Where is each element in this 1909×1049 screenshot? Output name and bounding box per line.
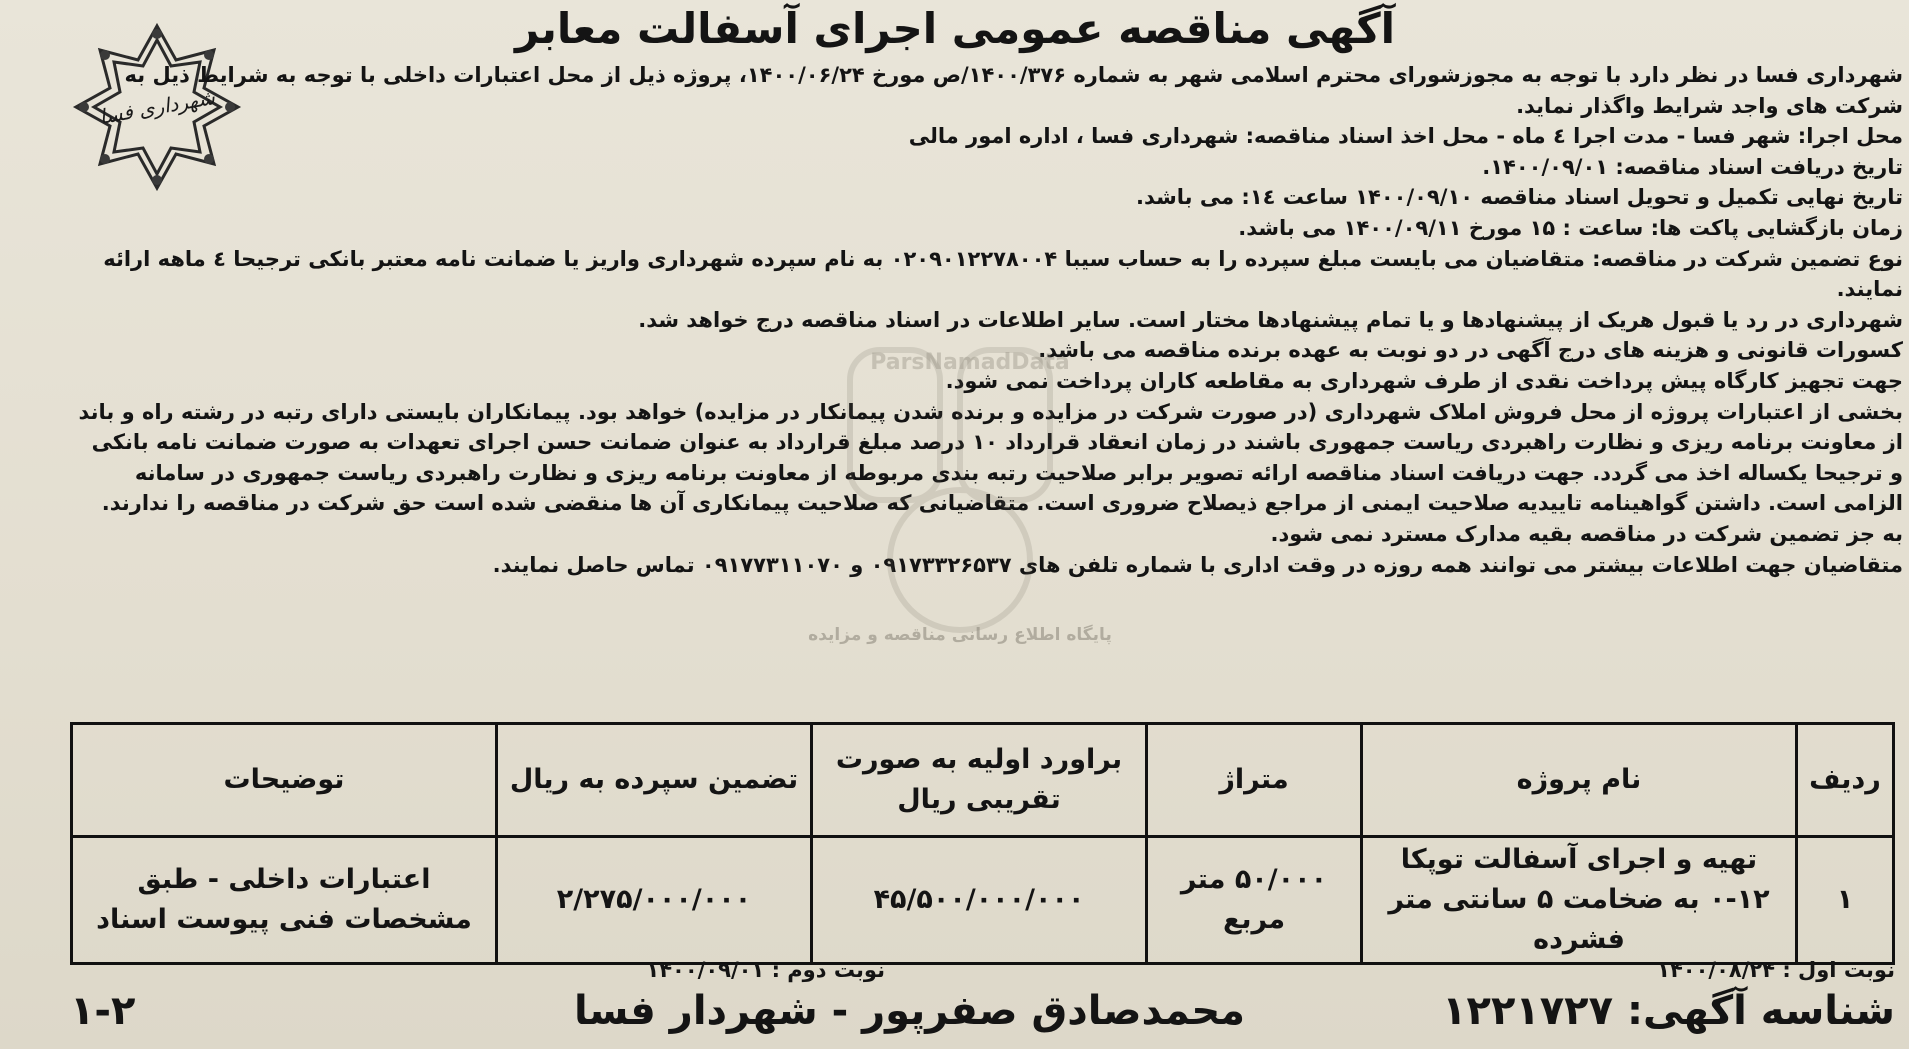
paragraph-prepayment: جهت تجهیز کارگاه پیش پرداخت نقدی از طرف شهرداری به مقاطعه کاران پرداخت نمی شود. bbox=[945, 368, 1903, 393]
paragraph-intro: شهرداری فسا در نظر دارد با توجه به مجوزشورای محترم اسلامی شهر به شماره ۱۴۰۰/۳۷۶/ص مورخ ۱۴۰۰/۰۶/۲۴، پروژه ذیل از محل اعتبارات داخلی با توجه به شرایط ذیل به شرکت های واجد شرایط واگذار نماید. bbox=[124, 63, 1903, 118]
second-round-date: نوبت دوم : ۱۴۰۰/۰۹/۰۱ bbox=[646, 958, 885, 982]
paragraph-conditions: بخشی از اعتبارات پروژه از محل فروش املاک شهرداری (در صورت شرکت در مزایده و برنده شدن پیمانکار در مزایده) خواهد بود. پیمانکاران بایستی دارای رتبه در رشته راه و باند از معاونت برنامه ریزی و نظارت راهبردی ریاست جمهوری باشند در زمان انعقاد قرارداد ۱۰ درصد مبلغ قرارداد به عنوان ضمانت حسن اجرای تعهدات به صورت ضمانت نامه بانکی و ترجیحا یکساله اخذ می گردد. جهت دریافت اسناد مناقصه ارائه تصویر برابر صلاحیت رتبه بندی مربوطه از معاونت برنامه ریزی و نظارت راهبردی ریاست جمهوری در سامانه الزامی است. داشتن گواهینامه تاییدیه صلاحیت ایمنی از مراجع ذیصلاح ضروری است. متقاضیانی که صلاحیت پیمانکاری آن ها منقضی شده است حق شرکت در مناقصه را ندارند. به جز تضمین شرکت در مناقصه بقیه مدارک مسترد نمی شود. bbox=[78, 399, 1903, 546]
notice-title: آگهی مناقصه عمومی اجرای آسفالت معابر bbox=[514, 4, 1396, 53]
paragraph-costs: کسورات قانونی و هزینه های درج آگهی در دو نوبت به عهده برنده مناقصه می باشد. bbox=[1038, 338, 1903, 363]
cell-area: ۵۰/۰۰۰ متر مربع bbox=[1147, 837, 1362, 964]
header-project: نام پروژه bbox=[1362, 724, 1797, 837]
signature-row bbox=[70, 988, 1895, 1046]
ad-id: شناسه آگهی: ۱۲۲۱۷۲۷ bbox=[1442, 988, 1895, 1034]
signatory: محمدصادق صفرپور - شهردار فسا bbox=[573, 988, 1245, 1034]
header-index: ردیف bbox=[1797, 724, 1894, 837]
paragraph-contact: متقاضیان جهت اطلاعات بیشتر می توانند همه روزه در وقت اداری با شماره تلفن های ۰۹۱۷۳۳۲۶۵۳۷ و ۰۹۱۷۷۳۱۱۰۷۰ تماس حاصل نمایند. bbox=[492, 552, 1903, 577]
paragraph-opening: زمان بازگشایی پاکت ها: ساعت : ۱۵ مورخ ۱۴۰۰/۰۹/۱۱ می باشد. bbox=[1238, 215, 1903, 240]
cell-deposit: ۲/۲۷۵/۰۰۰/۰۰۰ bbox=[497, 837, 812, 964]
table-header-row bbox=[72, 724, 1894, 837]
first-round-date: نوبت اول : ۱۴۰۰/۰۸/۲۴ bbox=[1657, 958, 1895, 982]
publication-dates bbox=[70, 958, 1895, 992]
paragraph-rights: شهرداری در رد یا قبول هریک از پیشنهادها و یا تمام پیشنهادها مختار است. سایر اطلاعات در اسناد مناقصه درج خواهد شد. bbox=[638, 307, 1903, 332]
svg-text:شهرداری فسا: شهرداری فسا bbox=[97, 85, 217, 129]
cell-notes: اعتبارات داخلی - طبق مشخصات فنی پیوست اسناد bbox=[72, 837, 497, 964]
watermark-caption: پایگاه اطلاع رسانی مناقصه و مزایده bbox=[808, 625, 1112, 645]
paragraph-receive-date: تاریخ دریافت اسناد مناقصه: ۱۴۰۰/۰۹/۰۱. bbox=[1482, 154, 1903, 179]
paragraph-deadline: تاریخ نهایی تکمیل و تحویل اسناد مناقصه ۱۴۰۰/۰۹/۱۰ ساعت ۱٤: می باشد. bbox=[1136, 185, 1903, 210]
cell-estimate: ۴۵/۵۰۰/۰۰۰/۰۰۰ bbox=[812, 837, 1147, 964]
header-area: متراژ bbox=[1147, 724, 1362, 837]
header-estimate: براورد اولیه به صورت تقریبی ریال bbox=[812, 724, 1147, 837]
ad-code: ۱-۲ bbox=[70, 988, 136, 1034]
header-deposit: تضمین سپرده به ریال bbox=[497, 724, 812, 837]
paragraph-location: محل اجرا: شهر فسا - مدت اجرا ٤ ماه - محل اخذ اسناد مناقصه: شهرداری فسا ، اداره امور مالی bbox=[908, 124, 1903, 149]
cell-project: تهیه و اجرای آسفالت توپکا ۱۲-۰ به ضخامت ۵ سانتی متر فشرده bbox=[1362, 837, 1797, 964]
watermark-site: ParsNamadData bbox=[870, 350, 1070, 375]
paragraph-guarantee: نوع تضمین شرکت در مناقصه: متقاضیان می بایست مبلغ سپرده را به حساب سیبا ۰۲۰۹۰۱۲۲۷۸۰۰۴ به نام سپرده شهرداری واریز یا ضمانت نامه معتبر بانکی ترجیحا ٤ ماهه ارائه نمایند. bbox=[103, 246, 1903, 302]
cell-index: ۱ bbox=[1797, 837, 1894, 964]
tender-table bbox=[70, 722, 1895, 965]
table-row bbox=[72, 837, 1894, 964]
notice-body bbox=[78, 60, 1903, 580]
header-notes: توضیحات bbox=[72, 724, 497, 837]
